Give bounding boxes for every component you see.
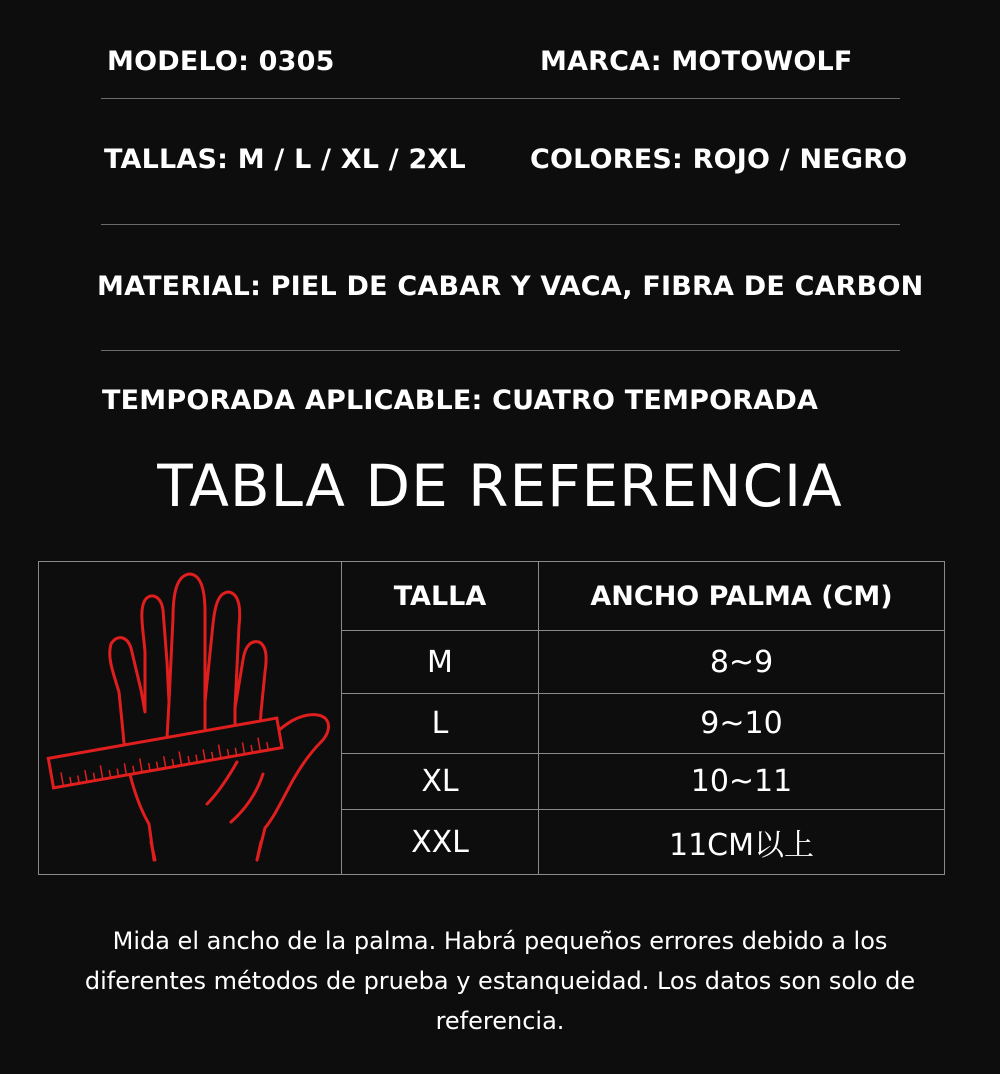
header-ancho-palma: ANCHO PALMA (CM) [590,580,893,612]
spec-material: MATERIAL: PIEL DE CABAR Y VACA, FIBRA DE CARBON [97,271,924,302]
table-row-size: L [431,706,449,741]
spec-modelo: MODELO: 0305 [107,46,335,77]
table-row-size: XXL [411,824,469,860]
spec-colores: COLORES: ROJO / NEGRO [530,144,908,175]
table-row-width: 11CM以上 [668,828,814,863]
spec-marca: MARCA: MOTOWOLF [540,46,853,77]
divider [101,350,900,351]
header-talla: TALLA [393,580,487,612]
spec-temporada: TEMPORADA APLICABLE: CUATRO TEMPORADA [102,385,819,416]
reference-title: TABLA DE REFERENCIA [157,452,843,520]
table-row-width: 10~11 [690,764,793,799]
glove-measure-icon [39,562,340,874]
glove-illustration [39,562,342,874]
table-row-width: 9~10 [700,706,783,741]
table-row-width: 8~9 [709,644,774,680]
divider [101,224,900,225]
measurement-note: Mida el ancho de la palma. Habrá pequeños errores debido a los diferentes métodos de prueba y estanqueidad. Los datos son solo de referencia. [84,927,916,1035]
divider [101,98,900,99]
size-table [38,561,945,875]
table-row-size: XL [421,764,459,799]
spec-tallas: TALLAS: M / L / XL / 2XL [104,144,466,175]
table-row-size: M [427,644,453,680]
